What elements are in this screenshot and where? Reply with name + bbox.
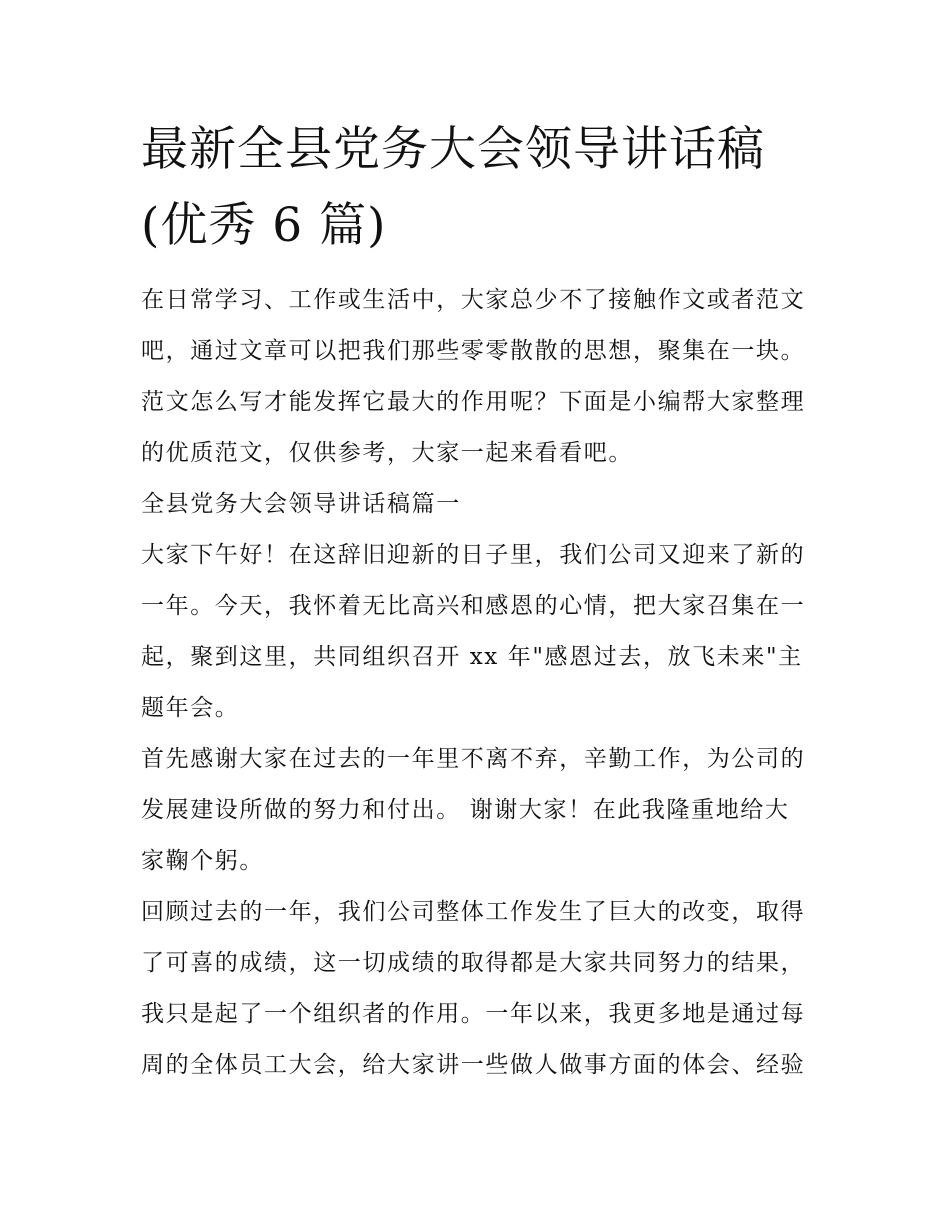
text-line: 全县党务大会领导讲话稿篇一	[141, 491, 461, 517]
document-content	[141, 112, 821, 1091]
title-line-1: 最新全县党务大会领导讲话稿	[141, 122, 765, 177]
text-line: 了可喜的成绩，这一切成绩的取得都是大家共同努力的结果，	[141, 950, 806, 976]
greeting-paragraph	[141, 530, 821, 734]
text-line: 回顾过去的一年，我们公司整体工作发生了巨大的改变，取得	[141, 899, 806, 925]
text-line: 首先感谢大家在过去的一年里不离不弃，辛勤工作，为公司的	[141, 746, 806, 772]
text-line: 吧，通过文章可以把我们那些零零散散的思想，聚集在一块。	[141, 338, 806, 364]
section-heading	[141, 479, 821, 530]
review-paragraph	[141, 887, 821, 1091]
text-line: 在日常学习、工作或生活中，大家总少不了接触作文或者范文	[141, 287, 806, 313]
text-line: 家鞠个躬。	[141, 848, 264, 874]
text-line: 题年会。	[141, 695, 240, 721]
intro-paragraph	[141, 275, 821, 479]
text-line: 大家下午好！在这辞旧迎新的日子里，我们公司又迎来了新的	[141, 542, 806, 568]
text-line: 我只是起了一个组织者的作用。一年以来，我更多地是通过每	[141, 1001, 806, 1027]
document-body	[141, 275, 821, 1091]
text-line: 发展建设所做的努力和付出。 谢谢大家！在此我隆重地给大	[141, 797, 790, 823]
text-line: 一年。今天，我怀着无比高兴和感恩的心情，把大家召集在一	[141, 593, 806, 619]
thanks-paragraph	[141, 734, 821, 887]
title-line-2: (优秀 6 篇)	[141, 198, 387, 253]
document-title	[141, 112, 821, 264]
text-line: 起，聚到这里，共同组织召开 xx 年"感恩过去，放飞未来"主	[141, 644, 803, 670]
text-line: 的优质范文，仅供参考，大家一起来看看吧。	[141, 440, 633, 466]
text-line: 周的全体员工大会，给大家讲一些做人做事方面的体会、经验	[141, 1052, 806, 1078]
text-line: 范文怎么写才能发挥它最大的作用呢？下面是小编帮大家整理	[141, 389, 806, 415]
